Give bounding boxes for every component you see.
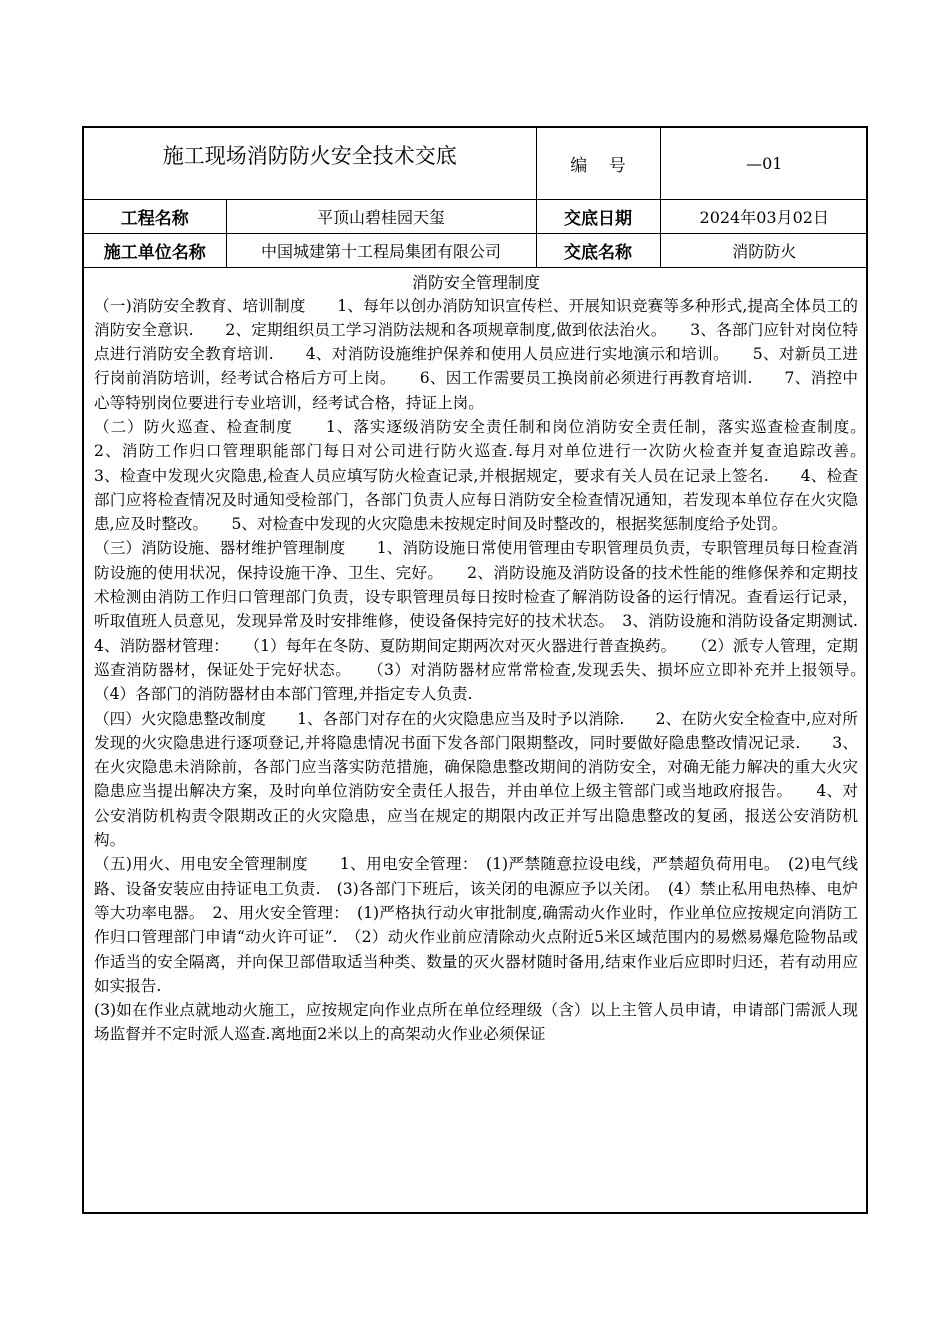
header-table [84,128,868,268]
date-value: 2024年03月02日 [660,199,868,233]
unit-value: 中国城建第十工程局集团有限公司 [226,233,536,267]
section-paragraph-5: （五)用火、用电安全管理制度 1、用电安全管理： (1)严禁随意拉设电线，严禁超负荷用电。 (2)电气线路、设备安装应由持证电工负责. (3)各部门下班后，该关闭的电源应予以关闭。 (4）禁止私用电热棒、电炉等大功率电器。 2、用火安全管理： (1)严格执行动火审批制度,确需动火作业时，作业单位应按规定向消防工作归口管理部门申请“动火许可证”. （2）动火作业前应清除动火点附近5米区域范围内的易燃易爆危险物品或作适当的安全隔离，并向保卫部借取适当种类、数量的灭火器材随时备用,结束作业后应即时归还，若有动用应如实报告. [94,855,858,995]
topic-label: 交底名称 [536,233,660,267]
section-paragraph-1: （一)消防安全教育、培训制度 1、每年以创办消防知识宣传栏、开展知识竞赛等多种形式,提高全体员工的消防安全意识. 2、定期组织员工学习消防法规和各项规章制度,做到依法治火。 3、各部门应针对岗位特点进行消防安全教育培训. 4、对消防设施维护保养和使用人员应进行实地演示和培训。 5、对新员工进行岗前消防培训，经考试合格后方可上岗。 6、因工作需要员工换岗前必须进行再教育培训. 7、消控中心等特别岗位要进行专业培训，经考试合格，持证上岗。 [94,296,858,412]
title-cell [84,128,536,199]
content-heading: 消防安全管理制度 [411,272,540,292]
project-name-label: 工程名称 [84,199,226,233]
section-paragraph-6: (3)如在作业点就地动火施工，应按规定向作业点所在单位经理级（含）以上主管人员申请，申请部门需派人现场监督并不定时派人巡查.离地面2米以上的高架动火作业必须保证 [94,1001,858,1044]
section-paragraph-3: （三）消防设施、器材维护管理制度 1、消防设施日常使用管理由专职管理员负责，专职管理员每日检查消防设施的使用状况，保持设施干净、卫生、完好。 2、消防设施及消防设备的技术性能的维修保养和定期技术检测由消防工作归口管理部门负责，设专职管理员每日按时检查了解消防设备的运行情况。查看运行记录，听取值班人员意见，发现异常及时安排维修，使设备保持完好的技术状态。 3、消防设施和消防设备定期测试. 4、消防器材管理： （1）每年在冬防、夏防期间定期两次对灭火器进行普查换药。 （2）派专人管理，定期巡查消防器材，保证处于完好状态。 （3）对消防器材应常常检查,发现丢失、损坏应立即补充并上报领导。 （4）各部门的消防器材由本部门管理,并指定专人负责. [94,539,890,704]
section-paragraph-2: （二）防火巡查、检查制度 1、落实逐级消防安全责任制和岗位消防安全责任制，落实巡查检查制度。 2、消防工作归口管理职能部门每日对公司进行防火巡查.每月对单位进行一次防火检查并复查追踪改善。 3、检查中发现火灾隐患,检查人员应填写防火检查记录,并根据规定，要求有关人员在记录上签名. 4、检查部门应将检查情况及时通知受检部门，各部门负责人应每日消防安全检查情况通知，若发现本单位存在火灾隐患,应及时整改。 5、对检查中发现的火灾隐患未按规定时间及时整改的，根据奖惩制度给予处罚。 [94,417,890,534]
disclosure-form [82,126,890,1214]
number-value: —01 [660,128,868,199]
page-title: 施工现场消防防火安全技术交底 [162,144,457,168]
project-name-value: 平顶山碧桂园天玺 [226,199,536,233]
date-label: 交底日期 [536,199,660,233]
number-label: 编 号 [536,128,660,199]
unit-label: 施工单位名称 [84,233,226,267]
section-paragraph-4: （四）火灾隐患整改制度 1、各部门对存在的火灾隐患应当及时予以消除. 2、在防火安全检查中,应对所发现的火灾隐患进行逐项登记,并将隐患情况书面下发各部门限期整改，同时要做好隐患整改情况记录. 3、在火灾隐患未消除前，各部门应当落实防范措施，确保隐患整改期间的消防安全，对确无能力解决的重大火灾隐患应当提出解决方案，及时向单位消防安全责任人报告，并由单位上级主管部门或当地政府报告。 4、对公安消防机构责令限期改正的火灾隐患，应当在规定的期限内改正并写出隐患整改的复函，报送公安消防机构。 [94,709,858,850]
content-body [84,268,890,1047]
topic-value: 消防防火 [660,233,868,267]
